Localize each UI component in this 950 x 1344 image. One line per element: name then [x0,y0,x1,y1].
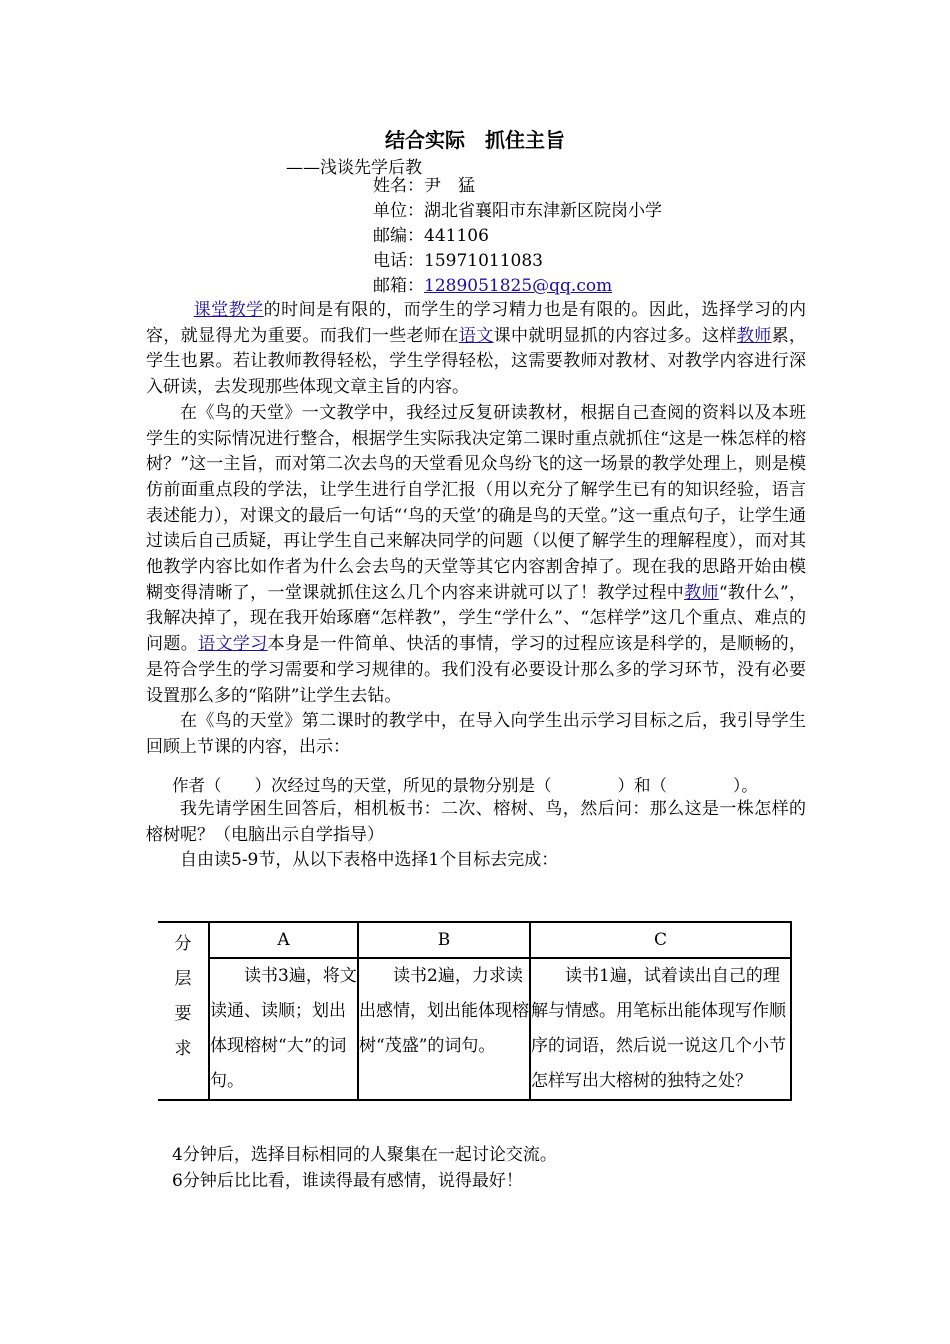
link-teacher-2[interactable]: 教师 [684,582,719,603]
after-line-2: 6分钟后比比看，谁读得最有感情，说得最好！ [172,1171,523,1191]
header-c: C [530,922,791,958]
paragraph-text: 的时间是有限的，而学生的学习精力也是有限的。因此，选择学习的内容，就显得尤为重要。而我们一些老师在 [146,300,807,346]
paragraph-1 [146,298,806,401]
side-label-char: 求 [174,1039,192,1059]
goals-table [158,921,792,1101]
link-chinese-learning[interactable]: 语文学习 [198,634,268,655]
paragraph-text: 课中就明显抓的内容过多。这样 [493,325,737,346]
table-row [158,958,791,1100]
subtitle: ——浅谈先学后教 [286,158,422,178]
table-header-row [158,922,791,958]
paragraph-5: 自由读5-9节，从以下表格中选择1个目标去完成： [180,850,559,871]
author-unit: 单位：湖北省襄阳市东津新区院岗小学 [373,201,662,221]
side-label-char: 要 [174,1004,192,1024]
author-info [373,174,662,299]
link-teacher[interactable]: 教师 [736,325,772,346]
author-phone: 电话：15971011083 [373,251,543,271]
paragraph-text: “教什么”，我解决掉了，现在我开始琢磨“怎样教”，学生“学什么”、“怎样学”这几个重点、难点的问题。 [146,582,807,655]
paragraph-text: 在《鸟的天堂》一文教学中，我经过反复研读教材，根据自己查阅的资料以及本班学生的实际情况进行整合，根据学生实际我决定第二课时重点就抓住“这是一株怎样的榕树？”这一主旨，而对第二次去鸟的天堂看见众鸟纷飞的这一场景的教学处理上，则是模仿前面重点段的学法，让学生进行自学汇报（用以充分了解学生已有的知识经验，语言表述能力），对课文的最后一句话“‘鸟的天堂’的确是鸟的天堂。”这一重点句子，让学生通过读后自己质疑，再让学生自己来解决同学的问题（以便了解学生的理解程度），而对其他教学内容比如作者为什么会去鸟的天堂等其它内容割舍掉了。现在我的思路开始由模糊变得清晰了，一堂课就抓住这么几个内容来讲就可以了！教学过程中 [146,402,806,603]
paragraph-2 [146,401,806,709]
side-label-char: 层 [174,969,192,989]
author-postcode: 邮编：441106 [373,226,489,246]
side-label-char: 分 [174,934,192,954]
page-title: 结合实际 抓住主旨 [385,128,565,152]
author-email-line [373,274,662,299]
cell-b: 读书2遍，力求读出感情，划出能体现榕树“茂盛”的词句。 [358,958,530,1100]
author-name: 姓名：尹 猛 [373,176,475,196]
article-body-2 [146,797,806,874]
side-label-cell [158,922,209,1100]
link-chinese[interactable]: 语文 [458,325,494,346]
cell-a: 读书3遍，将文读通、读顺；划出体现榕树“大”的词句。 [209,958,358,1100]
paragraph-4: 我先请学困生回答后，相机板书：二次、榕树、鸟，然后问：那么这是一株怎样的榕树呢？（电脑出示自学指导） [146,799,806,845]
header-a: A [209,922,358,958]
fill-in-line: 作者（ ）次经过鸟的天堂，所见的景物分别是（ ）和（ ）。 [172,776,758,795]
paragraph-3: 在《鸟的天堂》第二课时的教学中，在导入向学生出示学习目标之后，我引导学生回顾上节课的内容，出示： [146,711,806,757]
paragraph-text: 累，学生也累。若让教师教得轻松，学生学得轻松，这需要教师对教材、对教学内容进行深入研读，去发现那些体现文章主旨的内容。 [146,325,807,398]
email-label: 邮箱： [373,276,424,296]
cell-c: 读书1遍，试着读出自己的理解与情感。用笔标出能体现写作顺序的词语，然后说一说这几个小节怎样写出大榕树的独特之处？ [530,958,791,1100]
after-line-1: 4分钟后，选择目标相同的人聚集在一起讨论交流。 [172,1145,557,1165]
email-link[interactable]: 1289051825@qq.com [424,276,613,296]
header-b: B [358,922,530,958]
paragraph-text: 本身是一件简单、快活的事情，学习的过程应该是科学的，是顺畅的，是符合学生的学习需要和学习规律的。我们没有必要设计那么多的学习环节，没有必要设置那么多的“陷阱”让学生去钻。 [146,634,807,706]
link-classroom-teaching[interactable]: 课堂教学 [193,300,264,320]
article-body [146,298,806,761]
